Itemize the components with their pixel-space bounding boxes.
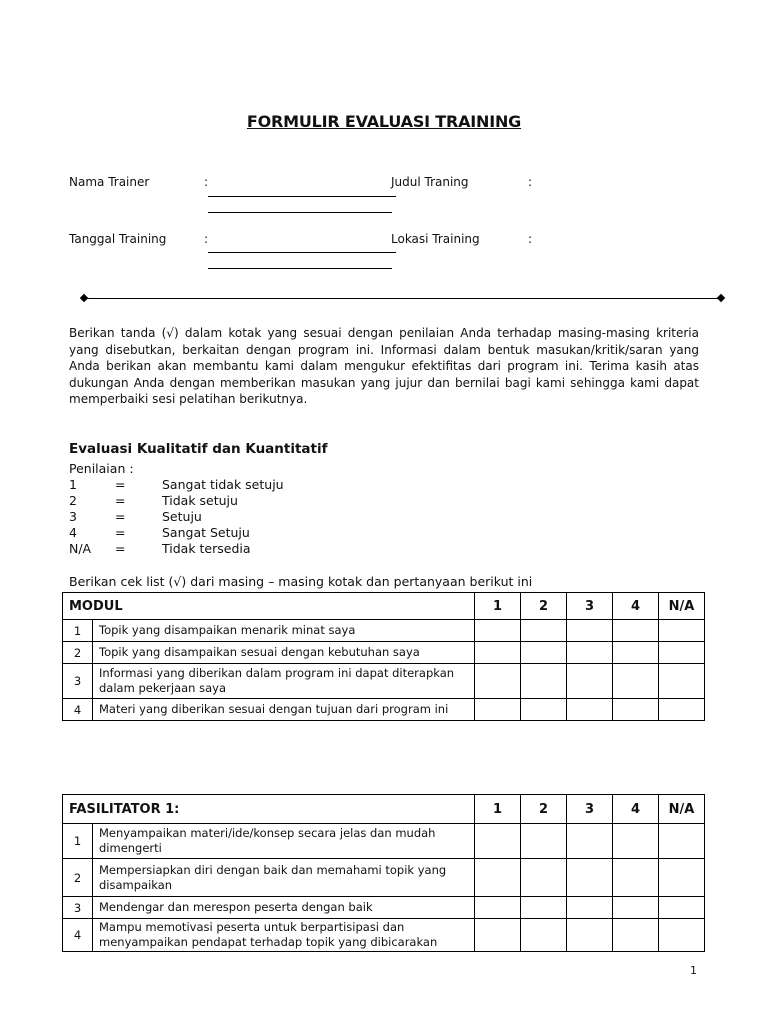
- scale-key: 4: [69, 525, 77, 540]
- lokasi-label: Lokasi Training: [391, 232, 480, 246]
- rating-cell-1[interactable]: [475, 919, 521, 952]
- row-number: 1: [63, 824, 93, 859]
- rating-cell-3[interactable]: [567, 859, 613, 897]
- trainer-name-field-line2[interactable]: [208, 212, 392, 213]
- rating-cell-2[interactable]: [521, 859, 567, 897]
- rating-header: 1: [475, 593, 521, 620]
- rating-cell-na[interactable]: [659, 664, 705, 699]
- fasilitator-heading: FASILITATOR 1:: [63, 795, 475, 824]
- rating-cell-1[interactable]: [475, 664, 521, 699]
- rating-cell-2[interactable]: [521, 642, 567, 664]
- rating-cell-4[interactable]: [613, 824, 659, 859]
- rating-header: 3: [567, 795, 613, 824]
- rating-cell-1[interactable]: [475, 620, 521, 642]
- table-header-row: [63, 795, 705, 824]
- scale-key: 1: [69, 477, 77, 492]
- rating-cell-2[interactable]: [521, 824, 567, 859]
- tanggal-field-line2[interactable]: [208, 268, 392, 269]
- table-row: [63, 699, 705, 721]
- rating-cell-4[interactable]: [613, 620, 659, 642]
- scale-key: 3: [69, 509, 77, 524]
- table-row: [63, 859, 705, 897]
- scale-key: N/A: [69, 541, 92, 556]
- rating-header: N/A: [659, 795, 705, 824]
- rating-cell-2[interactable]: [521, 620, 567, 642]
- scale-row: [69, 509, 284, 525]
- trainer-name-field[interactable]: [208, 196, 396, 197]
- row-number: 2: [63, 642, 93, 664]
- rating-cell-na[interactable]: [659, 919, 705, 952]
- modul-heading: MODUL: [63, 593, 475, 620]
- row-number: 4: [63, 699, 93, 721]
- rating-cell-3[interactable]: [567, 897, 613, 919]
- rating-cell-3[interactable]: [567, 824, 613, 859]
- table-row: [63, 642, 705, 664]
- rating-cell-1[interactable]: [475, 699, 521, 721]
- rating-header: 3: [567, 593, 613, 620]
- question-text: Topik yang disampaikan sesuai dengan kebutuhan saya: [93, 642, 475, 664]
- lokasi-colon: :: [528, 232, 533, 246]
- scale-key: 2: [69, 493, 77, 508]
- form-title: FORMULIR EVALUASI TRAINING: [246, 112, 522, 131]
- rating-cell-4[interactable]: [613, 859, 659, 897]
- rating-cell-na[interactable]: [659, 699, 705, 721]
- rating-cell-3[interactable]: [567, 919, 613, 952]
- scale-desc: Sangat tidak setuju: [162, 477, 284, 492]
- row-number: 3: [63, 664, 93, 699]
- scale-row: [69, 477, 284, 493]
- rating-cell-4[interactable]: [613, 919, 659, 952]
- question-text: Mampu memotivasi peserta untuk berpartisipasi dan menyampaikan pendapat terhadap topik yang dibicarakan: [93, 919, 475, 952]
- rating-header: 2: [521, 593, 567, 620]
- modul-table: [62, 592, 705, 721]
- fasilitator-table: [62, 794, 705, 952]
- table-row: [63, 824, 705, 859]
- rating-cell-na[interactable]: [659, 620, 705, 642]
- scale-eq: =: [115, 509, 126, 524]
- table-header-row: [63, 593, 705, 620]
- checklist-instruction: Berikan cek list (√) dari masing – masing kotak dan pertanyaan berikut ini: [69, 574, 533, 589]
- intro-text: Berikan tanda (√) dalam kotak yang sesuai dengan penilaian Anda terhadap masing-masing kriteria yang disebutkan, berkaitan dengan program ini. Informasi dalam bentuk masukan/kritik/saran yang Anda berikan akan membantu kami dalam mengukur efektifitas dari program ini. Terima kasih atas dukungan Anda dengan memberikan masukan yang jujur dan bernilai bagi kami sehingga kami dapat memperbaiki sesi pelatihan berikutnya.: [69, 326, 699, 407]
- rating-cell-4[interactable]: [613, 642, 659, 664]
- row-number: 2: [63, 859, 93, 897]
- rating-header: N/A: [659, 593, 705, 620]
- tanggal-colon: :: [204, 232, 209, 246]
- rating-cell-na[interactable]: [659, 859, 705, 897]
- row-number: 3: [63, 897, 93, 919]
- rating-cell-4[interactable]: [613, 897, 659, 919]
- question-text: Materi yang diberikan sesuai dengan tujuan dari program ini: [93, 699, 475, 721]
- rating-cell-1[interactable]: [475, 897, 521, 919]
- scale-row: [69, 525, 284, 541]
- rating-scale: [69, 461, 284, 557]
- table-row: [63, 897, 705, 919]
- rating-cell-3[interactable]: [567, 699, 613, 721]
- rating-cell-na[interactable]: [659, 897, 705, 919]
- table-row: [63, 620, 705, 642]
- rating-cell-1[interactable]: [475, 824, 521, 859]
- rating-header: 2: [521, 795, 567, 824]
- scale-desc: Tidak tersedia: [162, 541, 251, 556]
- rating-cell-3[interactable]: [567, 664, 613, 699]
- trainer-label: Nama Trainer: [69, 175, 150, 189]
- rating-header: 4: [613, 593, 659, 620]
- scale-eq: =: [115, 541, 126, 556]
- question-text: Mempersiapkan diri dengan baik dan memahami topik yang disampaikan: [93, 859, 475, 897]
- question-text: Topik yang disampaikan menarik minat saya: [93, 620, 475, 642]
- table-row: [63, 664, 705, 699]
- scale-desc: Tidak setuju: [162, 493, 238, 508]
- rating-cell-1[interactable]: [475, 859, 521, 897]
- rating-header: 4: [613, 795, 659, 824]
- scale-desc: Sangat Setuju: [162, 525, 250, 540]
- rating-cell-na[interactable]: [659, 642, 705, 664]
- rule-left-diamond-icon: [80, 294, 88, 302]
- rating-cell-4[interactable]: [613, 699, 659, 721]
- scale-desc: Setuju: [162, 509, 202, 524]
- row-number: 4: [63, 919, 93, 952]
- scale-eq: =: [115, 525, 126, 540]
- scale-eq: =: [115, 477, 126, 492]
- tanggal-field[interactable]: [208, 252, 396, 253]
- scale-heading: Penilaian :: [69, 461, 134, 476]
- rating-cell-3[interactable]: [567, 642, 613, 664]
- rating-cell-4[interactable]: [613, 664, 659, 699]
- trainer-colon: :: [204, 175, 209, 189]
- row-number: 1: [63, 620, 93, 642]
- judul-label: Judul Traning: [391, 175, 469, 189]
- scale-row: [69, 493, 284, 509]
- rating-cell-2[interactable]: [521, 897, 567, 919]
- rating-cell-2[interactable]: [521, 699, 567, 721]
- question-text: Mendengar dan merespon peserta dengan baik: [93, 897, 475, 919]
- rating-cell-3[interactable]: [567, 620, 613, 642]
- section-title: Evaluasi Kualitatif dan Kuantitatif: [69, 441, 328, 457]
- scale-row: [69, 541, 284, 557]
- question-text: Informasi yang diberikan dalam program ini dapat diterapkan dalam pekerjaan saya: [93, 664, 475, 699]
- page-number: 1: [690, 964, 697, 977]
- divider-rule: [84, 298, 721, 299]
- table-row: [63, 919, 705, 952]
- rating-cell-2[interactable]: [521, 919, 567, 952]
- rating-header: 1: [475, 795, 521, 824]
- rating-cell-1[interactable]: [475, 642, 521, 664]
- scale-eq: =: [115, 493, 126, 508]
- question-text: Menyampaikan materi/ide/konsep secara jelas dan mudah dimengerti: [93, 824, 475, 859]
- tanggal-label: Tanggal Training: [69, 232, 167, 246]
- intro-paragraph: [69, 325, 699, 408]
- rating-cell-na[interactable]: [659, 824, 705, 859]
- rating-cell-2[interactable]: [521, 664, 567, 699]
- rule-right-diamond-icon: [717, 294, 725, 302]
- judul-colon: :: [528, 175, 533, 189]
